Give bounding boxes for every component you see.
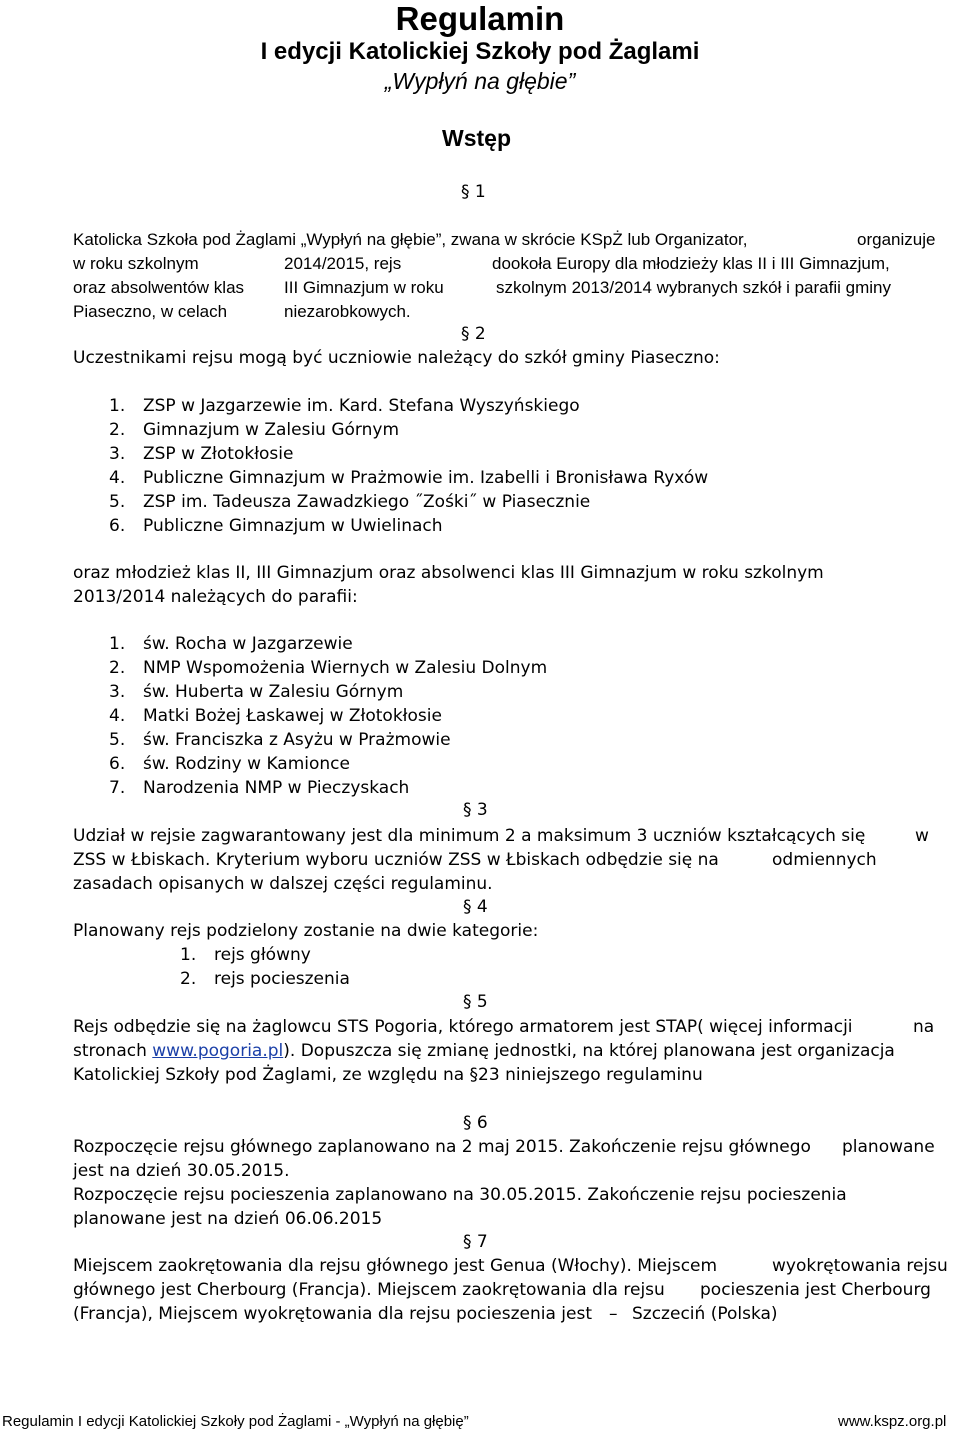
- parish-item: 2. NMP Wspomożenia Wiernych w Zalesiu Dolnym: [109, 658, 548, 678]
- document-motto: „Wypłyń na głębie”: [384, 68, 576, 94]
- school-item: 3. ZSP w Złotokłosie: [109, 444, 294, 464]
- s1-row3-a: oraz absolwentów klas: [73, 278, 245, 297]
- s4-intro: Planowany rejs podzielony zostanie na dwie kategorie:: [73, 921, 539, 941]
- s6-row1-b: planowane: [842, 1137, 935, 1157]
- s7-row3-a: (Francja), Miejscem wyokrętowania dla rejsu pocieszenia jest: [73, 1304, 592, 1324]
- s3-row2-a: ZSS w Łbiskach. Kryterium wyboru uczniów ZSS w Łbiskach odbędzie się na: [73, 850, 719, 870]
- school-item: 2. Gimnazjum w Zalesiu Górnym: [109, 420, 400, 440]
- s7-row2-a: głównego jest Cherbourg (Francja). Miejscem zaokrętowania dla rejsu: [73, 1280, 665, 1300]
- school-item: 5. ZSP im. Tadeusza Zawadzkiego ˝Zośki˝ w Piasecznie: [109, 492, 591, 512]
- s6-row2: jest na dzień 30.05.2015.: [73, 1161, 290, 1181]
- footer-url: www.kspz.org.pl: [838, 1413, 947, 1430]
- s3-row3: zasadach opisanych w dalszej części regulaminu.: [73, 874, 493, 894]
- document-subtitle: I edycji Katolickiej Szkoły pod Żaglami: [260, 38, 700, 65]
- school-item: 6. Publiczne Gimnazjum w Uwielinach: [109, 516, 443, 536]
- parish-item: 6. św. Rodziny w Kamionce: [109, 754, 350, 774]
- parish-item: 7. Narodzenia NMP w Pieczyskach: [109, 778, 410, 798]
- s7-row3-dash: –: [609, 1304, 618, 1324]
- footer-title: Regulamin I edycji Katolickiej Szkoły pod Żaglami - „Wypłyń na głębię”: [2, 1413, 469, 1430]
- s1-row3-b: III Gimnazjum w roku: [284, 278, 444, 297]
- pogoria-link[interactable]: www.pogoria.pl: [152, 1041, 284, 1061]
- s3-row2-b: odmiennych: [772, 850, 877, 870]
- s2-youth-line1: oraz młodzież klas II, III Gimnazjum oraz absolwenci klas III Gimnazjum w roku szkolnym: [73, 563, 824, 583]
- s7-row3-b: Szczeciń (Polska): [632, 1304, 778, 1324]
- school-item: 4. Publiczne Gimnazjum w Prażmowie im. Izabelli i Bronisława Ryxów: [109, 468, 709, 488]
- s6-row3: Rozpoczęcie rejsu pocieszenia zaplanowano na 30.05.2015. Zakończenie rejsu pocieszenia: [73, 1185, 847, 1205]
- s1-row4-b: niezarobkowych.: [284, 302, 411, 321]
- section-5-mark: § 5: [463, 992, 488, 1012]
- parish-item: 3. św. Huberta w Zalesiu Górnym: [109, 682, 404, 702]
- s6-row4: planowane jest na dzień 06.06.2015: [73, 1209, 383, 1229]
- s1-row3-c: szkolnym 2013/2014 wybranych szkół i parafii gminy: [496, 278, 891, 297]
- parish-item: 5. św. Franciszka z Asyżu w Prażmowie: [109, 730, 451, 750]
- school-item: 1. ZSP w Jazgarzewie im. Kard. Stefana Wyszyńskiego: [109, 396, 580, 416]
- s5-row2: stronach www.pogoria.pl). Dopuszcza się zmianę jednostki, na której planowana jest organizacja: [73, 1041, 895, 1061]
- s2-youth-line2: 2013/2014 należących do parafii:: [73, 587, 358, 607]
- s1-row1-a: Katolicka Szkoła pod Żaglami „Wypłyń na głębie”, zwana w skrócie KSpŻ lub Organizator,: [73, 230, 748, 249]
- s1-row2-a: w roku szkolnym: [73, 254, 199, 273]
- s1-row2-b: 2014/2015, rejs: [284, 254, 402, 273]
- section-3-mark: § 3: [463, 800, 488, 820]
- category-item: 1. rejs główny: [180, 945, 311, 965]
- section-2-mark: § 2: [461, 324, 486, 344]
- s5-row1-b: na: [913, 1017, 935, 1037]
- s1-row2-c: dookoła Europy dla młodzieży klas II i III Gimnazjum,: [492, 254, 890, 273]
- parish-item: 1. św. Rocha w Jazgarzewie: [109, 634, 353, 654]
- section-6-mark: § 6: [463, 1113, 488, 1133]
- section-1-mark: § 1: [461, 182, 486, 202]
- s5-row1-a: Rejs odbędzie się na żaglowcu STS Pogoria, którego armatorem jest STAP( więcej informacji: [73, 1017, 853, 1037]
- category-item: 2. rejs pocieszenia: [180, 969, 350, 989]
- section-7-mark: § 7: [463, 1232, 488, 1252]
- parish-item: 4. Matki Bożej Łaskawej w Złotokłosie: [109, 706, 442, 726]
- s1-row1-b: organizuje: [857, 230, 936, 249]
- s1-row4-a: Piaseczno, w celach: [73, 302, 228, 321]
- s3-row1-b: w: [915, 826, 929, 846]
- s5-row3: Katolickiej Szkoły pod Żaglami, ze względu na §23 niniejszego regulaminu: [73, 1065, 703, 1085]
- s7-row1-b: wyokrętowania rejsu: [772, 1256, 948, 1276]
- s3-row1-a: Udział w rejsie zagwarantowany jest dla minimum 2 a maksimum 3 uczniów kształcących się: [73, 826, 866, 846]
- s7-row1-a: Miejscem zaokrętowania dla rejsu głównego jest Genua (Włochy). Miejscem: [73, 1256, 718, 1276]
- document-title: Regulamin: [395, 0, 565, 37]
- s7-row2-b: pocieszenia jest Cherbourg: [700, 1280, 931, 1300]
- section-4-mark: § 4: [463, 897, 488, 917]
- s2-intro: Uczestnikami rejsu mogą być uczniowie należący do szkół gminy Piaseczno:: [73, 348, 720, 368]
- intro-heading: Wstęp: [442, 125, 511, 151]
- s6-row1-a: Rozpoczęcie rejsu głównego zaplanowano na 2 maj 2015. Zakończenie rejsu głównego: [73, 1137, 811, 1157]
